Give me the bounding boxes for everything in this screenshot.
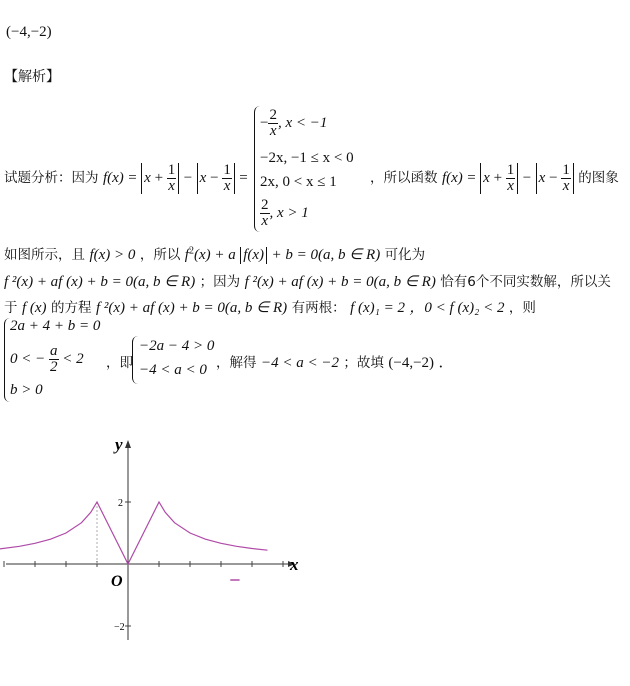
abs-sum: [141, 163, 179, 194]
section-header: 【解析】: [4, 69, 60, 85]
one-over-x: [561, 163, 571, 194]
case1-frac: [268, 108, 278, 139]
y-tick-label-neg2: −2: [114, 622, 125, 633]
frac-num: 1: [223, 162, 231, 178]
abs-diff: [536, 163, 574, 194]
function-graph: [0, 428, 310, 648]
case-2: −2x, −1 ≤ x < 0: [260, 150, 354, 166]
fx-label: f(x): [441, 169, 463, 186]
frac-num: 1: [506, 162, 515, 178]
positivity-cond: f(x) > 0: [89, 247, 136, 263]
expr-f: f: [184, 247, 189, 263]
frac-den: x: [261, 213, 269, 229]
frac-den: x: [269, 123, 277, 139]
solve-text: ，解得: [216, 355, 257, 371]
shown-text: 如图所示，且: [4, 247, 85, 263]
fx-label: f(x): [102, 169, 124, 186]
origin-label: O: [111, 573, 123, 590]
a-over-2: [49, 344, 59, 375]
quadratic-eq: f ²(x) + af (x) + b = 0(a, b ∈ R): [95, 300, 288, 316]
result-range: −4 < a < −2: [260, 355, 339, 371]
curve-series: [0, 502, 268, 564]
frac-num: 2: [269, 107, 277, 123]
i-e-text: ，即: [106, 355, 133, 371]
so-text: ，所以: [139, 247, 181, 263]
system2-row1: −2a − 4 > 0: [139, 338, 215, 354]
case1-cond: , x < −1: [277, 114, 328, 131]
one-over-x: [222, 163, 232, 194]
analysis-line-3: [4, 270, 611, 291]
period: ．: [438, 355, 454, 371]
case4-frac: [260, 198, 270, 229]
system1-row2: [10, 344, 84, 375]
equals-sign: =: [239, 169, 248, 186]
quadratic-eq: f ²(x) + af (x) + b = 0(a, b ∈ R): [4, 274, 196, 290]
frac-num: 1: [562, 162, 570, 178]
y-tick-label-2: 2: [118, 498, 123, 509]
var-x: x: [538, 169, 546, 186]
minus-sign: −: [549, 169, 558, 186]
minus-sign: −: [210, 169, 219, 186]
equation-text: 的方程: [50, 300, 92, 316]
conclusion-line: [216, 351, 454, 372]
var-x: x: [199, 169, 207, 186]
analysis-line-4: [4, 296, 536, 317]
plus-sign: +: [493, 169, 503, 186]
y-axis-label: y: [115, 435, 123, 454]
case4-cond: , x > 1: [269, 204, 309, 221]
y-axis-arrow: [125, 440, 131, 448]
system2-row2: −4 < a < 0: [139, 362, 207, 378]
quadratic-eq: f ²(x) + af (x) + b = 0(a, b ∈ R): [244, 274, 436, 290]
about-text: 于: [4, 300, 18, 316]
one-over-x: [506, 163, 516, 194]
frac-den: 2: [50, 359, 58, 375]
equals-sign: =: [128, 169, 137, 186]
fx-label: f (x): [21, 300, 47, 316]
abs-sum: [480, 163, 518, 194]
then-text: ，则: [508, 300, 536, 316]
six-roots-text: 恰有6个不同实数解，所以关: [440, 274, 611, 290]
root-2: ，0 < f (x)₂ < 2: [409, 300, 505, 316]
analysis-line-1b: [370, 163, 619, 194]
frac-den: x: [562, 178, 570, 194]
convert-text: 可化为: [384, 247, 426, 263]
abs-diff: [197, 163, 235, 194]
abs-fx: f(x): [240, 247, 267, 264]
graph-of-text: 的图象: [578, 169, 619, 186]
analysis-line-1: [4, 163, 248, 194]
row2-pre: 0 < −: [10, 350, 46, 367]
fill-text: ；故填: [343, 355, 384, 371]
case-1: − $\frac{2}{x}$ , x < −1: [260, 107, 328, 139]
one-over-x: [167, 163, 177, 194]
case-4: [260, 198, 309, 229]
var-x: x: [144, 169, 151, 186]
final-answer: (−4,−2): [388, 355, 435, 371]
so-func-text: ，所以函数: [370, 169, 438, 186]
system1-row3: b > 0: [10, 382, 43, 398]
expr-part: (x) + a: [193, 247, 236, 263]
system1-row1: 2a + 4 + b = 0: [10, 318, 101, 334]
because-text: ；因为: [199, 274, 241, 290]
frac-num: 1: [167, 162, 176, 178]
analysis-line-2: 如图所示，且 f(x) > 0 ，所以 $f^2(x) + a$ f(x) + b = 0(a, b ∈ R) 可化为: [4, 245, 426, 263]
frac-den: x: [223, 178, 231, 194]
root-1: f (x)₁ = 2: [350, 300, 405, 316]
row2-post: < 2: [62, 350, 84, 367]
case-3: 2x, 0 < x ≤ 1: [260, 174, 337, 190]
two-roots-text: 有两根：: [291, 300, 346, 316]
var-x: x: [483, 169, 490, 186]
equals-sign: =: [467, 169, 476, 186]
frac-den: x: [507, 178, 514, 194]
system2-brace: [132, 336, 139, 384]
answer-line: (−4,−2): [6, 24, 52, 40]
frac-num: 2: [261, 197, 269, 213]
intro-text: 试题分析：因为: [4, 169, 99, 186]
x-axis-label: x: [290, 555, 299, 574]
minus-sign: −: [183, 169, 193, 186]
frac-den: x: [168, 178, 175, 194]
frac-num: a: [50, 343, 58, 359]
plus-sign: +: [154, 169, 164, 186]
expr-rest: + b = 0(a, b ∈ R): [271, 247, 381, 263]
minus-sign: −: [522, 169, 532, 186]
